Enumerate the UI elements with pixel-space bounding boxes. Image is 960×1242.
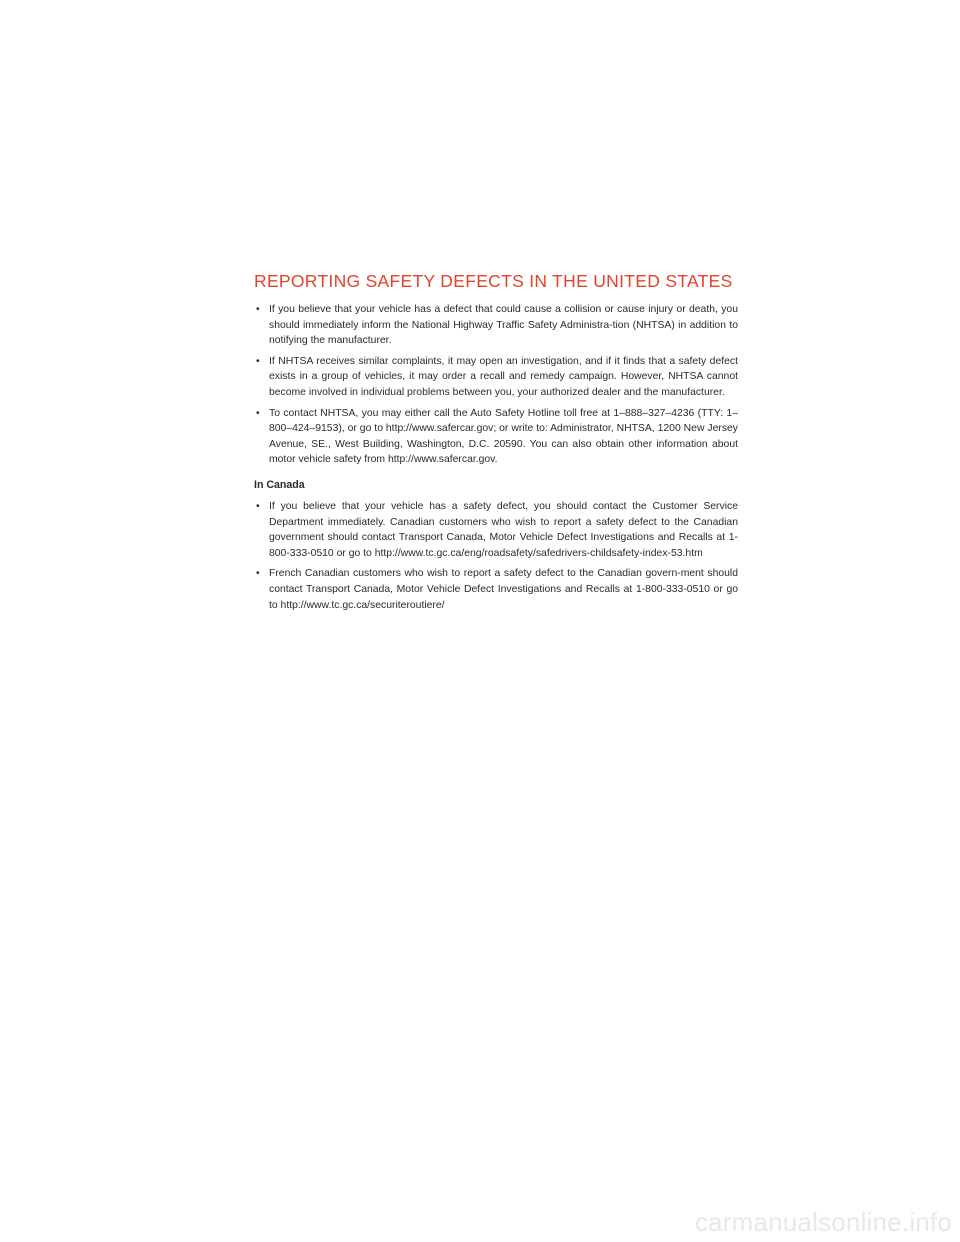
bullet-marker: •: [256, 500, 260, 512]
list-item: [254, 354, 738, 401]
list-item-text: If you believe that your vehicle has a safety defect, you should contact the Customer Service Department immediately. Canadian customers who wish to report a safety defect to the Canadian government should contact Transport Canada, Motor Vehicle Defect Investigations and Recalls at 1-800-333-0510 or go to http://www.tc.gc.ca/eng/roadsafety/safedrivers-childsafety-index-53.htm: [269, 500, 738, 559]
section-title: REPORTING SAFETY DEFECTS IN THE UNITED STATES: [254, 271, 733, 291]
canada-heading: In Canada: [254, 478, 305, 491]
content-column: [254, 270, 738, 618]
list-item: [254, 302, 738, 349]
list-item-text: If you believe that your vehicle has a defect that could cause a collision or cause injury or death, you should immediately inform the National Highway Traffic Safety Administra-tion (NHTSA) in addition to notifying the manufacturer.: [269, 304, 738, 347]
list-item: [254, 566, 738, 613]
watermark: carmanualsonline.info: [694, 1207, 952, 1237]
bullet-marker: •: [256, 355, 260, 367]
list-item: [254, 499, 738, 561]
list-item-text: To contact NHTSA, you may either call the Auto Safety Hotline toll free at 1–888–327–4236 (TTY: 1–800–424–9153), or go to http://www.safercar.gov; or write to: Administrator, NHTSA, 1200 New Jersey Avenue, SE., West Building, Washington, D.C. 20590. You can also obtain other information about motor vehicle safety from http://www.safercar.gov.: [269, 407, 738, 466]
us-bullet-list: [254, 302, 738, 468]
canada-bullet-list: [254, 499, 738, 613]
bullet-marker: •: [256, 407, 260, 419]
bullet-marker: •: [256, 304, 260, 315]
list-item-text: If NHTSA receives similar complaints, it may open an investigation, and if it finds that a safety defect exists in a group of vehicles, it may order a recall and remedy campaign. However, NHTSA cannot become involved in individual problems between you, your authorized dealer and the manufacturer.: [269, 355, 738, 398]
bullet-marker: •: [256, 568, 260, 580]
list-item-text: French Canadian customers who wish to report a safety defect to the Canadian govern-ment should contact Transport Canada, Motor Vehicle Defect Investigations and Recalls at 1-800-333-0510 or go to http://www.tc.gc.ca/securiteroutiere/: [269, 568, 738, 611]
list-item: [254, 406, 738, 468]
